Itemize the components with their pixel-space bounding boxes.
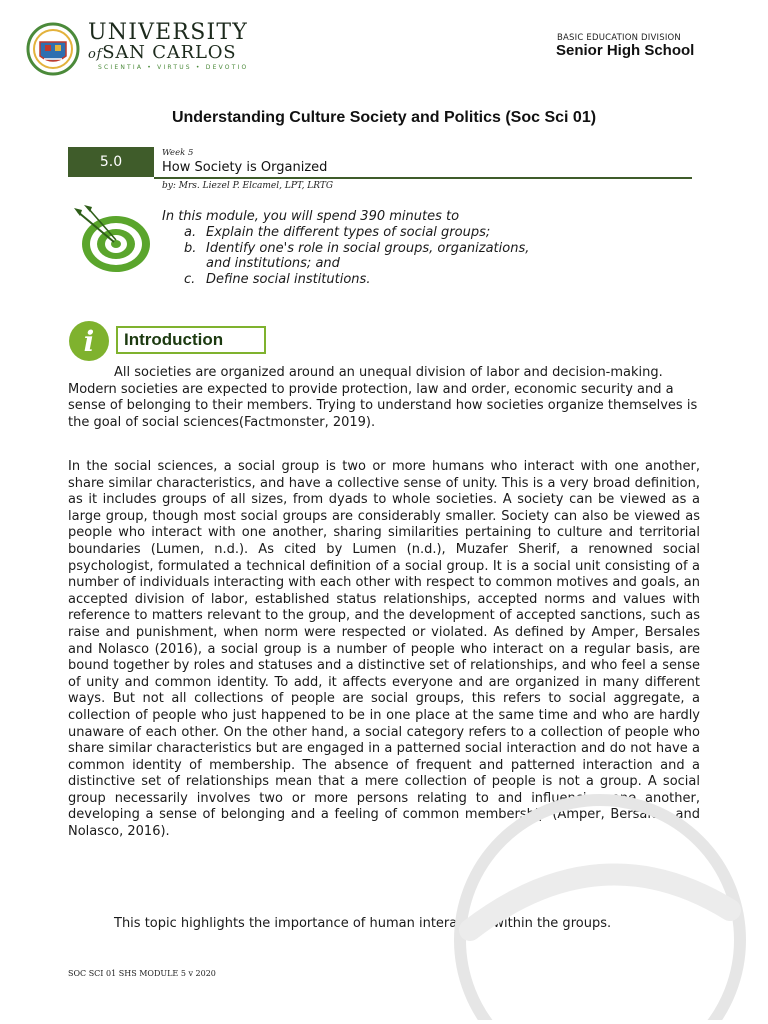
- objective-text: Define social institutions.: [206, 271, 371, 287]
- module-number: 5.0: [68, 147, 154, 177]
- objective-text: Identify one's role in social groups, organizations,: [206, 240, 530, 256]
- module-title: How Society is Organized: [162, 160, 328, 175]
- section-title: Introduction: [124, 330, 224, 349]
- objective-marker: c.: [184, 271, 196, 287]
- paragraph: All societies are organized around an unequal division of labor and decision-making. Modern societies are expected to provide protection, law and order, economic security and a sense of belonging to their members. Trying to understand how societies organize themselves is the goal of social sciences(Factmonster, 2019).: [68, 365, 698, 430]
- objective-marker: a.: [184, 225, 197, 240]
- watermark-stamp: [430, 790, 750, 1020]
- module-divider: [154, 177, 692, 179]
- document-title: Understanding Culture Society and Politics (Soc Sci 01): [171, 109, 597, 126]
- objective-item: [182, 272, 529, 288]
- objective-text: and institutions; and: [206, 256, 340, 271]
- objectives-intro: In this module, you will spend 390 minutes to: [162, 209, 460, 224]
- module-week: Week 5: [162, 148, 194, 158]
- university-seal-icon: [26, 22, 80, 76]
- division-name: BASIC EDUCATION DIVISION: [557, 33, 681, 43]
- objective-text: Explain the different types of social groups;: [206, 225, 491, 240]
- page-footer: SOC SCI 01 SHS MODULE 5 v 2020: [68, 969, 216, 978]
- objective-item: [182, 225, 529, 241]
- info-icon: [68, 320, 110, 362]
- objective-marker: b.: [184, 240, 197, 256]
- target-icon: [68, 204, 154, 274]
- university-of: of: [88, 47, 103, 62]
- module-author: by: Mrs. Liezel P. Elcamel, LPT, LRTG: [162, 181, 334, 191]
- university-place: [88, 44, 236, 64]
- objectives-list: [182, 225, 529, 287]
- school-name: Senior High School: [556, 42, 695, 59]
- objective-item: [182, 241, 529, 257]
- paragraph: This topic highlights the importance of human interaction within the groups.: [114, 916, 612, 931]
- paragraph: In the social sciences, a social group is two or more humans who interact with one another, share similar characteristics, and have a collective sense of unity. This is a very broad definition, as it includes groups of all sizes, from dyads to whole societies. A society can be viewed as a large group, though most social groups are considerably smaller. Society can also be viewed as people who interact with one another, sharing similarities pertaining to culture and territorial boundaries (Lumen, n.d.). As cited by Lumen (n.d.), Muzafer Sherif, a renowned social psychologist, formulated a technical definition of a social group. It is a social unit consisting of a number of individuals interacting with each other with respect to common motives and goals, an accepted division of labor, established status relationships, accepted norms and values with reference to matters relevant to the group, and the development of accepted sanctions, such as raise and punishment, when norm were respected or violated. As defined by Amper, Bersales and Nolasco (2016), a social group is a number of people who interact on a regular basis, are bound together by roles and statuses and a distinctive set of relationships, and who feel a sense of unity and common identity. To add, it affects everyone and are organized in many different ways. But not all collections of people are social groups, this refers to social aggregate, a collection of people who just happened to be in one place at the same time and who are hardly unaware of each other. On the other hand, a social category refers to a collection of people who share similar characteristics but are engaged in a patterned social interaction and do not have a common identity of membership. The absence of frequent and patterned interaction and a distinctive set of relationships mean that a mere collection of people is not a group. A social group necessarily involves two or more persons relating to and influencing one another, developing a sense of belonging and a feeling of common membership (Amper, Bersales, and Nolasco, 2016).: [68, 459, 700, 840]
- university-name: UNIVERSITY: [88, 20, 248, 45]
- university-place-name: SAN CARLOS: [102, 42, 237, 63]
- objective-item: [182, 256, 529, 272]
- info-icon-letter: i: [83, 325, 95, 358]
- university-motto: SCIENTIA • VIRTUS • DEVOTIO: [98, 64, 249, 71]
